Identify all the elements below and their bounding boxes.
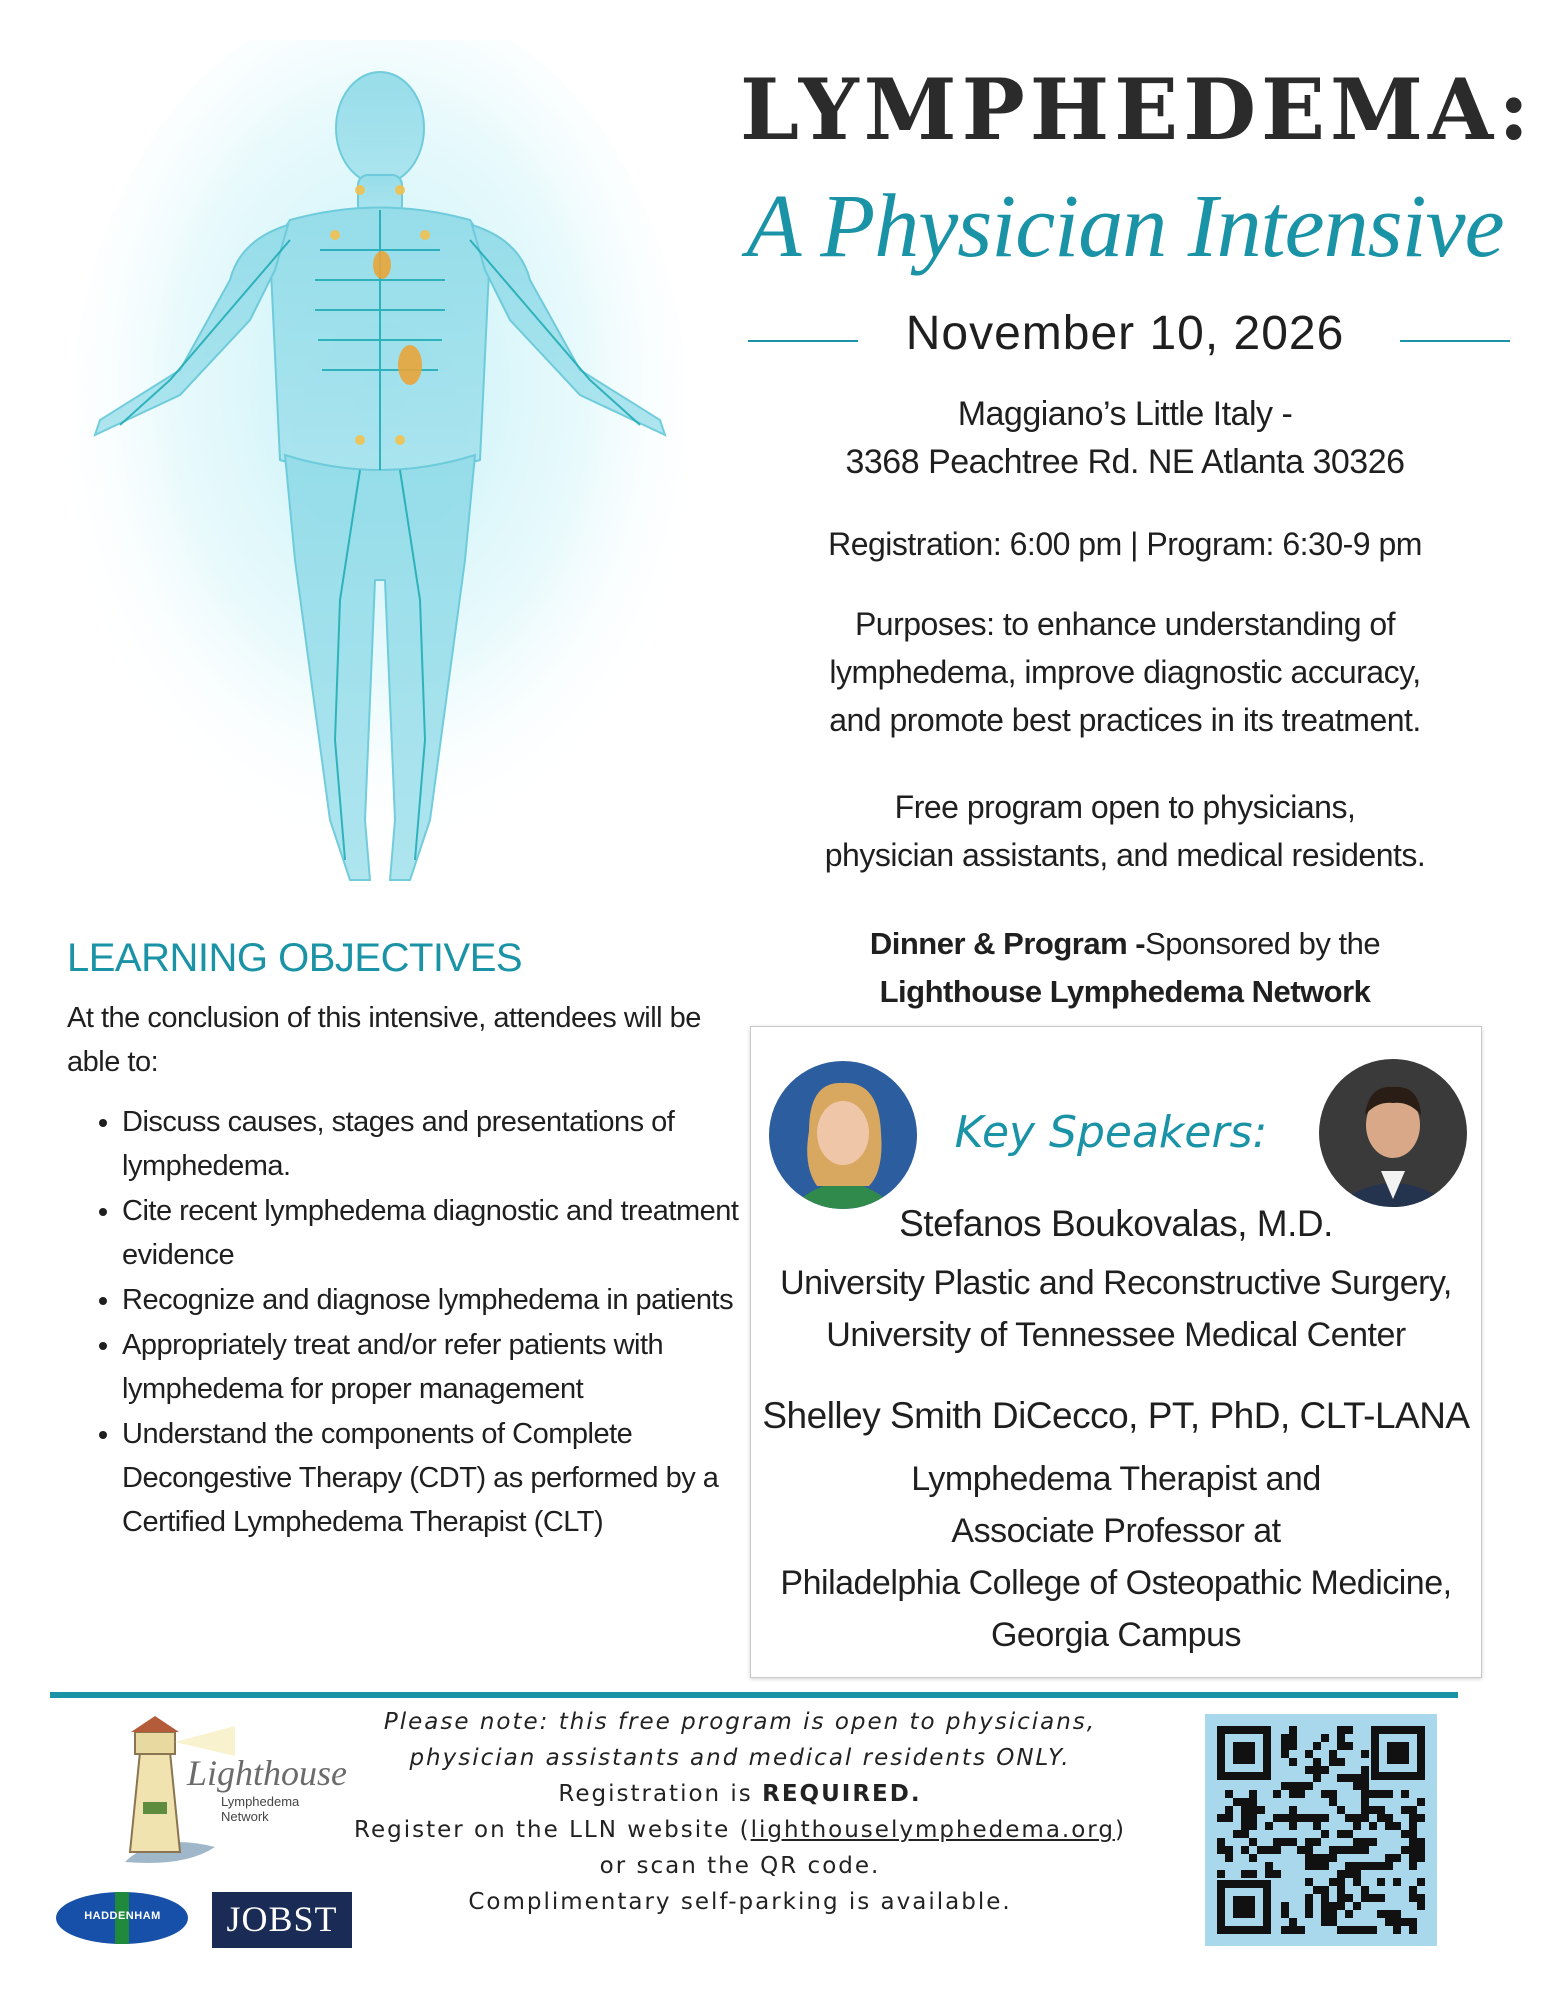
qr-module [1305,1894,1313,1902]
qr-module [1337,1742,1345,1750]
qr-module [1305,1862,1313,1870]
qr-module [1393,1822,1401,1830]
venue [740,390,1510,486]
qr-module [1281,1926,1289,1934]
qr-module [1217,1846,1225,1854]
qr-module [1289,1742,1297,1750]
qr-module [1329,1798,1337,1806]
lln-logo-line: Lymphedema [221,1794,300,1809]
qr-module [1225,1854,1233,1862]
qr-module [1289,1806,1297,1814]
qr-module [1369,1822,1377,1830]
qr-module [1345,1846,1353,1854]
qr-module [1313,1758,1321,1766]
list-item: • Discuss causes, stages and presentations of lymphedema. [122,1100,762,1188]
qr-module [1377,1878,1385,1886]
qr-module [1361,1926,1369,1934]
qr-module [1401,1830,1409,1838]
qr-module [1385,1790,1393,1798]
qr-module [1321,1910,1329,1918]
speaker-photo-female [769,1061,917,1209]
qr-module [1361,1782,1369,1790]
qr-module [1409,1854,1417,1862]
qr-module [1217,1838,1225,1846]
qr-module [1281,1838,1289,1846]
qr-module [1409,1862,1417,1870]
list-item: • Understand the components of Complete Decongestive Therapy (CDT) as performed by a Certified Lymphedema Therapist (CLT) [122,1412,762,1544]
qr-module [1337,1734,1345,1742]
qr-module [1337,1894,1345,1902]
qr-module [1281,1750,1289,1758]
qr-module [1401,1806,1409,1814]
qr-module [1241,1870,1249,1878]
qr-module [1385,1910,1393,1918]
qr-module [1329,1854,1337,1862]
event-subtitle: A Physician Intensive [746,177,1504,276]
qr-module [1345,1926,1353,1934]
qr-module [1377,1894,1385,1902]
qr-module [1289,1758,1297,1766]
qr-module [1361,1814,1369,1822]
affiliation-line: Georgia Campus [990,1616,1241,1654]
qr-module [1409,1926,1417,1934]
venue-name: Maggiano’s Little Italy - [957,395,1293,433]
qr-module [1225,1814,1233,1822]
speaker2-name: Shelley Smith DiCecco, PT, PhD, CLT-LANA [762,1395,1470,1436]
qr-module [1321,1886,1329,1894]
qr-module [1249,1854,1257,1862]
affiliation-line: University of Tennessee Medical Center [826,1316,1406,1354]
qr-module [1249,1870,1257,1878]
qr-module [1353,1902,1361,1910]
qr-module [1305,1910,1313,1918]
qr-module [1313,1814,1321,1822]
qr-module [1393,1910,1401,1918]
qr-module [1329,1910,1337,1918]
qr-module [1409,1814,1417,1822]
qr-module [1369,1894,1377,1902]
qr-module [1337,1878,1345,1886]
qr-module [1273,1846,1281,1854]
qr-module [1361,1806,1369,1814]
qr-module [1281,1902,1289,1910]
qr-module [1305,1766,1313,1774]
qr-module [1305,1814,1313,1822]
date-row [740,306,1510,366]
footer-line [330,1812,1150,1848]
qr-module [1353,1782,1361,1790]
qr-module [1281,1814,1289,1822]
qr-module [1353,1838,1361,1846]
qr-module [1337,1758,1345,1766]
qr-module [1361,1790,1369,1798]
date-divider-right [1400,340,1510,342]
footer-line [330,1776,1150,1812]
qr-module [1249,1838,1257,1846]
qr-module [1345,1910,1353,1918]
qr-module [1353,1774,1361,1782]
qr-module [1377,1790,1385,1798]
qr-module [1249,1814,1257,1822]
qr-module [1273,1814,1281,1822]
event-title: LYMPHEDEMA: [740,60,1535,159]
qr-module [1257,1846,1265,1854]
event-times: Registration: 6:00 pm | Program: 6:30-9 pm [828,526,1422,562]
qr-module [1321,1894,1329,1902]
qr-module [1401,1918,1409,1926]
qr-module [1297,1790,1305,1798]
qr-module [1353,1814,1361,1822]
qr-module [1225,1806,1233,1814]
qr-module [1289,1838,1297,1846]
qr-module [1385,1822,1393,1830]
qr-module [1337,1806,1345,1814]
footer-line: or scan the QR code. [599,1853,881,1879]
qr-module [1233,1798,1241,1806]
qr-module [1329,1750,1337,1758]
qr-module [1337,1886,1345,1894]
qr-module [1409,1918,1417,1926]
list-item: • Appropriately treat and/or refer patients with lymphedema for proper management [122,1323,762,1411]
sponsor [740,920,1510,1016]
footer-text-segment: Registration is [558,1781,763,1807]
qr-module [1265,1846,1273,1854]
qr-module [1353,1878,1361,1886]
qr-module [1225,1846,1233,1854]
qr-module [1409,1830,1417,1838]
lymphatic-system-illustration [60,40,700,900]
qr-module [1417,1894,1425,1902]
qr-module [1337,1830,1345,1838]
qr-module [1361,1862,1369,1870]
purpose [740,600,1510,744]
affiliation-line: Lymphedema Therapist and [911,1460,1321,1498]
qr-module [1297,1814,1305,1822]
qr-module [1345,1774,1353,1782]
lln-logo-script: Lighthouse [187,1753,348,1793]
qr-module [1297,1846,1305,1854]
qr-module [1241,1814,1249,1822]
qr-module [1329,1878,1337,1886]
qr-module [1345,1870,1353,1878]
qr-module [1281,1910,1289,1918]
qr-module [1337,1870,1345,1878]
qr-module [1321,1854,1329,1862]
qr-module [1337,1926,1345,1934]
speaker-photo-male [1319,1059,1467,1207]
qr-module [1313,1742,1321,1750]
qr-module [1369,1926,1377,1934]
qr-module [1321,1902,1329,1910]
qr-module [1377,1806,1385,1814]
qr-module [1313,1822,1321,1830]
qr-module [1281,1742,1289,1750]
qr-module [1321,1830,1329,1838]
qr-module [1393,1926,1401,1934]
qr-module [1353,1846,1361,1854]
qr-module [1329,1902,1337,1910]
qr-module [1289,1726,1297,1734]
qr-module [1305,1782,1313,1790]
qr-module [1305,1846,1313,1854]
qr-module [1369,1806,1377,1814]
qr-module [1217,1870,1225,1878]
qr-module [1361,1774,1369,1782]
qr-module [1241,1846,1249,1854]
qr-module [1417,1854,1425,1862]
qr-module [1385,1854,1393,1862]
footer-line: Please note: this free program is open to physicians, [383,1709,1097,1735]
qr-module [1361,1838,1369,1846]
qr-module [1409,1838,1417,1846]
footer-required: REQUIRED. [762,1781,922,1807]
qr-module [1401,1790,1409,1798]
qr-module [1369,1790,1377,1798]
learning-objectives-intro: At the conclusion of this intensive, attendees will be able to: [67,1002,701,1078]
qr-module [1305,1854,1313,1862]
qr-module [1345,1830,1353,1838]
qr-module [1393,1878,1401,1886]
footer-text-segment: ) [1114,1817,1126,1843]
website-link[interactable]: lighthouselymphedema.org [750,1817,1115,1843]
purpose-line: and promote best practices in its treatment. [829,702,1421,738]
venue-address: 3368 Peachtree Rd. NE Atlanta 30326 [845,443,1405,481]
qr-module [1225,1790,1233,1798]
qr-module [1273,1838,1281,1846]
qr-module [1401,1846,1409,1854]
qr-module [1241,1806,1249,1814]
qr-module [1305,1838,1313,1846]
audience-line: physician assistants, and medical residents. [824,837,1426,873]
learning-objectives-list [80,1100,762,1545]
qr-module [1241,1822,1249,1830]
qr-module [1289,1734,1297,1742]
qr-module [1361,1894,1369,1902]
affiliation-line: Philadelphia College of Osteopathic Medicine, [780,1564,1452,1602]
lln-logo-subtext [221,1794,299,1824]
qr-module [1361,1846,1369,1854]
qr-module [1305,1878,1313,1886]
qr-module [1417,1902,1425,1910]
qr-module [1369,1862,1377,1870]
footer-text-segment: Register on the LLN website ( [354,1817,751,1843]
affiliation-line: Associate Professor at [951,1512,1281,1550]
qr-code[interactable] [1205,1714,1437,1946]
audience [740,783,1510,879]
qr-module [1345,1742,1353,1750]
qr-module [1289,1782,1297,1790]
qr-module [1249,1806,1257,1814]
qr-module [1385,1918,1393,1926]
qr-module [1265,1822,1273,1830]
qr-module [1417,1814,1425,1822]
qr-module [1313,1766,1321,1774]
qr-module [1377,1862,1385,1870]
qr-module [1409,1822,1417,1830]
footer-line: physician assistants and medical residents ONLY. [409,1745,1071,1771]
footer-line: Complimentary self-parking is available. [468,1889,1012,1915]
qr-module [1297,1782,1305,1790]
qr-module [1289,1918,1297,1926]
qr-module [1409,1894,1417,1902]
affiliation-line: University Plastic and Reconstructive Surgery, [780,1264,1452,1302]
qr-module [1257,1806,1265,1814]
qr-module [1313,1774,1321,1782]
key-speakers-heading: Key Speakers: [954,1107,1268,1158]
qr-module [1337,1846,1345,1854]
event-date: November 10, 2026 [905,307,1345,360]
purpose-line: Purposes: to enhance understanding of [854,606,1396,642]
speakers-panel [750,1026,1482,1678]
qr-module [1369,1838,1377,1846]
audience-line: Free program open to physicians, [894,789,1356,825]
qr-module [1241,1830,1249,1838]
qr-module [1249,1822,1257,1830]
qr-module [1353,1926,1361,1934]
qr-module [1241,1798,1249,1806]
speaker1-affiliation [751,1257,1481,1361]
haddenham-logo-text: HADDENHAM [84,1910,161,1922]
qr-module [1337,1774,1345,1782]
qr-module [1233,1830,1241,1838]
qr-module [1353,1822,1361,1830]
qr-module [1353,1862,1361,1870]
qr-module [1281,1734,1289,1742]
list-item: • Recognize and diagnose lymphedema in patients [122,1278,762,1322]
qr-module [1321,1918,1329,1926]
qr-module [1329,1918,1337,1926]
qr-module [1345,1894,1353,1902]
qr-module [1409,1886,1417,1894]
qr-module [1273,1790,1281,1798]
qr-module [1361,1766,1369,1774]
sponsor-prefix: Dinner & Program - [869,926,1146,961]
qr-module [1345,1814,1353,1822]
qr-module [1361,1886,1369,1894]
speaker1-name: Stefanos Boukovalas, M.D. [899,1203,1333,1244]
qr-module [1265,1862,1273,1870]
qr-module [1313,1862,1321,1870]
jobst-logo-text: JOBST [226,1899,338,1939]
qr-module [1217,1814,1225,1822]
qr-module [1313,1838,1321,1846]
qr-module [1321,1790,1329,1798]
qr-module [1313,1886,1321,1894]
qr-module [1393,1854,1401,1862]
lighthouse-lymphedema-network-logo [95,1712,348,1872]
qr-module [1249,1790,1257,1798]
qr-module [1289,1822,1297,1830]
qr-module [1321,1814,1329,1822]
qr-module [1273,1870,1281,1878]
qr-module [1289,1926,1297,1934]
qr-module [1417,1846,1425,1854]
qr-module [1305,1902,1313,1910]
sponsor-rest: Sponsored by the [1145,926,1381,961]
qr-module [1249,1798,1257,1806]
qr-module [1329,1790,1337,1798]
qr-module [1393,1918,1401,1926]
qr-module [1385,1814,1393,1822]
speaker2-affiliation [751,1453,1481,1661]
purpose-line: lymphedema, improve diagnostic accuracy, [829,654,1421,690]
qr-module [1409,1806,1417,1814]
qr-module [1385,1862,1393,1870]
qr-module [1417,1838,1425,1846]
footer-divider [50,1692,1458,1698]
qr-module [1409,1846,1417,1854]
qr-module [1297,1926,1305,1934]
qr-module [1321,1766,1329,1774]
list-item: • Cite recent lymphedema diagnostic and treatment evidence [122,1189,762,1277]
qr-module [1361,1750,1369,1758]
sponsor-org: Lighthouse Lymphedema Network [879,974,1371,1009]
qr-module [1345,1862,1353,1870]
qr-module [1361,1798,1369,1806]
qr-module [1377,1814,1385,1822]
qr-module [1337,1726,1345,1734]
qr-module [1329,1758,1337,1766]
qr-module [1377,1910,1385,1918]
qr-module [1321,1734,1329,1742]
qr-module [1345,1726,1353,1734]
qr-module [1337,1902,1345,1910]
haddenham-logo [55,1890,190,1946]
footer-notice [330,1704,1150,1920]
lln-logo-line: Network [221,1809,269,1824]
qr-module [1305,1750,1313,1758]
qr-module [1265,1870,1273,1878]
qr-module [1321,1862,1329,1870]
qr-module [1417,1798,1425,1806]
learning-objectives-heading: LEARNING OBJECTIVES [67,936,523,980]
qr-module [1329,1846,1337,1854]
qr-module [1313,1854,1321,1862]
qr-module [1281,1782,1289,1790]
qr-module [1289,1814,1297,1822]
qr-module [1417,1878,1425,1886]
qr-module [1289,1790,1297,1798]
qr-module [1353,1870,1361,1878]
